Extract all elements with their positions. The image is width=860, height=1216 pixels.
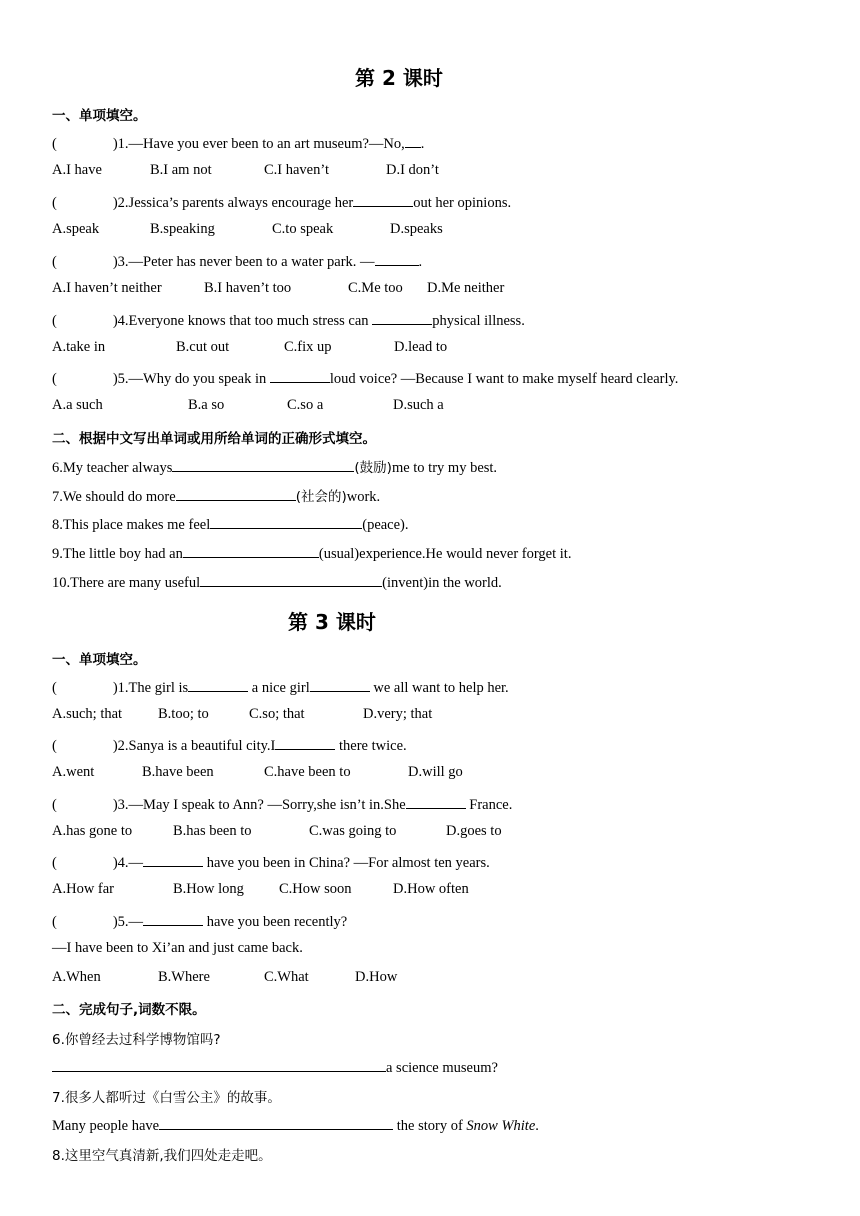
question-text-end: France. [465, 797, 513, 813]
lesson3-q5-answer-line: —I have been to Xi’an and just came back. [52, 940, 303, 956]
option-c[interactable]: C.How soon [279, 881, 352, 897]
question-text: )4.Everyone knows that too much stress can [112, 313, 373, 329]
lesson3-question-5: ( )5.— have you been recently? [52, 911, 347, 931]
option-a[interactable]: A.a such [52, 397, 103, 413]
option-c[interactable]: C.I haven’t [264, 162, 329, 178]
option-d[interactable]: D.I don’t [386, 162, 439, 178]
option-b[interactable]: B.Where [158, 969, 210, 985]
answer-blank[interactable] [210, 514, 362, 529]
option-c[interactable]: C.fix up [284, 339, 332, 355]
fill-text: 7.We should do more [52, 489, 176, 505]
answer-blank[interactable] [143, 911, 203, 926]
answer-blank[interactable] [172, 457, 354, 472]
option-d[interactable]: D.speaks [390, 221, 443, 237]
option-c[interactable]: C.to speak [272, 221, 334, 237]
lesson3-section1-heading: 一、单项填空。 [52, 652, 147, 668]
option-d[interactable]: D.will go [408, 764, 463, 780]
answer-blank[interactable] [52, 1057, 386, 1072]
story-title: Snow White [466, 1118, 536, 1134]
option-b[interactable]: B.cut out [176, 339, 230, 355]
fill-text: 6.My teacher always [52, 460, 173, 476]
fill-text-end: me to try my best. [391, 460, 498, 476]
option-a[interactable]: A.take in [52, 339, 106, 355]
lesson2-fill-9 [52, 543, 571, 563]
option-a[interactable]: A.went [52, 764, 95, 780]
fill-text: 8.This place makes me feel [52, 517, 211, 533]
option-b[interactable]: B.has been to [173, 823, 252, 839]
lesson3-section2-heading: 二、完成句子,词数不限。 [52, 1002, 206, 1018]
question-text: )1.The girl is [112, 680, 189, 696]
fill-text-end: (peace). [362, 517, 409, 533]
question-text-end: loud voice? —Because I want to make myself heard clearly. [329, 371, 679, 387]
chinese-hint: (鼓励) [354, 460, 392, 476]
answer-blank[interactable] [353, 192, 413, 207]
fill-text-end: (usual)experience.He would never forget it. [318, 546, 572, 562]
answer-blank[interactable] [310, 677, 370, 692]
question-text-end: . [418, 254, 423, 270]
question-text-end: physical illness. [432, 313, 525, 329]
fill-text-end: (invent)in the world. [382, 575, 502, 591]
answer-blank[interactable] [406, 794, 466, 809]
answer-blank[interactable] [375, 251, 419, 266]
lesson2-question-3: ( )3.—Peter has never been to a water park. — . [52, 251, 422, 271]
lesson3-sentence-7 [52, 1115, 539, 1135]
answer-blank[interactable] [159, 1115, 393, 1130]
lesson2-title: 第 2 课时 [355, 66, 443, 90]
lesson2-fill-8 [52, 514, 409, 534]
question-text: )5.— [112, 914, 144, 930]
answer-blank[interactable] [200, 572, 382, 587]
lesson2-question-5: ( )5.—Why do you speak in loud voice? —Because I want to make myself heard clearly. [52, 368, 678, 388]
option-d[interactable]: D.lead to [394, 339, 448, 355]
option-a[interactable]: A.When [52, 969, 101, 985]
lesson3-question-2: ( )2.Sanya is a beautiful city.I there twice. [52, 735, 407, 755]
fill-text: 9.The little boy had an [52, 546, 183, 562]
lesson3-sentence-8-chinese: 8.这里空气真清新,我们四处走走吧。 [52, 1148, 272, 1164]
option-a[interactable]: A.has gone to [52, 823, 133, 839]
lesson3-title: 第 3 课时 [288, 610, 376, 634]
answer-blank[interactable] [275, 735, 335, 750]
option-d[interactable]: D.goes to [446, 823, 502, 839]
option-b[interactable]: B.I haven’t too [204, 280, 292, 296]
answer-blank[interactable] [405, 133, 421, 148]
fill-text-end: work. [346, 489, 381, 505]
lesson2-question-4: ( )4.Everyone knows that too much stress can physical illness. [52, 310, 525, 330]
question-text-end: out her opinions. [413, 195, 512, 211]
option-a[interactable]: A.speak [52, 221, 100, 237]
option-d[interactable]: D.How often [393, 881, 469, 897]
answer-blank[interactable] [183, 543, 319, 558]
sentence-text: Many people have [52, 1118, 160, 1134]
question-text-end: have you been in China? —For almost ten years. [203, 855, 490, 871]
sentence-text-mid: the story of [393, 1118, 467, 1134]
option-c[interactable]: C.so a [287, 397, 324, 413]
option-a[interactable]: A.such; that [52, 706, 123, 722]
question-text: )2.Sanya is a beautiful city.I [112, 738, 276, 754]
question-text: )5.—Why do you speak in [112, 371, 270, 387]
sentence-text-end: . [535, 1118, 539, 1134]
answer-blank[interactable] [143, 852, 203, 867]
option-a[interactable]: A.I have [52, 162, 102, 178]
answer-blank[interactable] [188, 677, 248, 692]
lesson2-question-2: ( )2.Jessica’s parents always encourage her out her opinions. [52, 192, 511, 212]
lesson2-fill-7 [52, 485, 380, 506]
option-d[interactable]: D.such a [393, 397, 444, 413]
option-d[interactable]: D.Me neither [427, 280, 505, 296]
question-text-end: there twice. [335, 738, 407, 754]
option-b[interactable]: B.too; to [158, 706, 209, 722]
answer-blank[interactable] [372, 310, 432, 325]
question-text: )2.Jessica’s parents always encourage her [112, 195, 354, 211]
option-a[interactable]: A.How far [52, 881, 115, 897]
option-b[interactable]: B.have been [142, 764, 214, 780]
option-c[interactable]: C.have been to [264, 764, 351, 780]
lesson3-question-1: ( )1.The girl is a nice girl we all want to help her. [52, 677, 509, 697]
question-text-end: we all want to help her. [369, 680, 509, 696]
fill-text: 10.There are many useful [52, 575, 201, 591]
option-c[interactable]: C.What [264, 969, 309, 985]
option-b[interactable]: B.speaking [150, 221, 215, 237]
chinese-hint: (社会的) [295, 489, 347, 505]
question-text-mid: a nice girl [248, 680, 310, 696]
question-text: )4.— [112, 855, 144, 871]
question-text: )3.—May I speak to Ann? —Sorry,she isn’t in.She [112, 797, 406, 813]
question-text-end: . [420, 136, 425, 152]
option-c[interactable]: C.so; that [249, 706, 305, 722]
lesson2-question-1: ( )1.—Have you ever been to an art museum?—No, . [52, 133, 424, 153]
lesson2-section1-heading: 一、单项填空。 [52, 108, 147, 124]
answer-blank[interactable] [270, 368, 330, 383]
lesson3-question-4: ( )4.— have you been in China? —For almost ten years. [52, 852, 490, 872]
lesson3-sentence-6 [52, 1057, 498, 1077]
question-text-end: have you been recently? [203, 914, 348, 930]
lesson2-section2-heading: 二、根据中文写出单词或用所给单词的正确形式填空。 [52, 431, 376, 447]
option-c[interactable]: C.was going to [309, 823, 397, 839]
lesson3-sentence-6-chinese: 6.你曾经去过科学博物馆吗? [52, 1032, 221, 1048]
lesson2-fill-6 [52, 456, 497, 477]
answer-blank[interactable] [176, 486, 296, 501]
option-a[interactable]: A.I haven’t neither [52, 280, 162, 296]
question-text: )1.—Have you ever been to an art museum?—No, [112, 136, 405, 152]
option-b[interactable]: B.How long [173, 881, 244, 897]
lesson3-question-3: ( )3.—May I speak to Ann? —Sorry,she isn’t in.She France. [52, 794, 512, 814]
sentence-text-end: a science museum? [386, 1060, 498, 1076]
option-d[interactable]: D.very; that [363, 706, 433, 722]
option-d[interactable]: D.How [355, 969, 398, 985]
lesson2-fill-10 [52, 572, 502, 592]
question-text: )3.—Peter has never been to a water park. — [112, 254, 375, 270]
option-c[interactable]: C.Me too [348, 280, 403, 296]
option-b[interactable]: B.a so [188, 397, 225, 413]
lesson3-sentence-7-chinese: 7.很多人都听过《白雪公主》的故事。 [52, 1090, 281, 1106]
option-b[interactable]: B.I am not [150, 162, 212, 178]
